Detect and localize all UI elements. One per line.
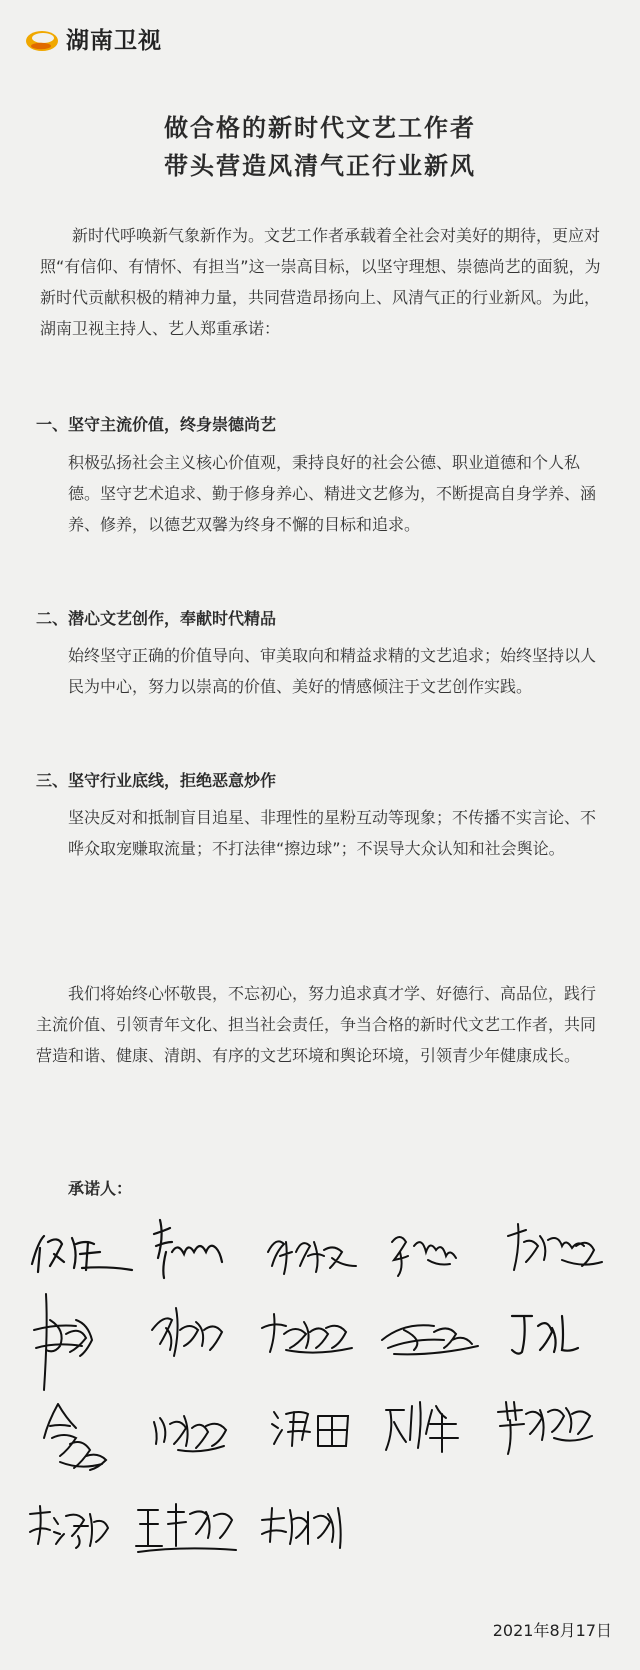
signature-1 bbox=[28, 1222, 138, 1280]
signature-2 bbox=[148, 1212, 238, 1282]
date: 2021年8月17日 bbox=[492, 1621, 612, 1640]
signature-4 bbox=[384, 1222, 474, 1282]
signature-16 bbox=[24, 1500, 114, 1552]
signature-18 bbox=[256, 1498, 356, 1552]
signature-7 bbox=[144, 1300, 234, 1368]
page-title-line-1: 做合格的新时代文艺工作者 bbox=[164, 114, 476, 142]
signature-9 bbox=[374, 1310, 484, 1360]
signature-12 bbox=[148, 1400, 234, 1460]
signature-15 bbox=[492, 1394, 602, 1458]
signature-10 bbox=[506, 1306, 586, 1362]
brand-logo bbox=[24, 22, 162, 55]
signature-6 bbox=[26, 1290, 116, 1394]
signature-11 bbox=[40, 1398, 120, 1474]
signature-8 bbox=[256, 1304, 366, 1360]
closing-paragraph: 我们将始终心怀敬畏，不忘初心，努力追求真才学、好德行、高品位，践行主流价值、引领青年文化、担当社会责任，争当合格的新时代文艺工作者，共同营造和谐、健康、清朗、有序的文艺环境和舆论环境，引领青少年健康成长。 bbox=[36, 984, 597, 1065]
hunan-tv-logo-icon bbox=[24, 24, 60, 54]
signers-label: 承诺人： bbox=[68, 1179, 133, 1198]
signature-14 bbox=[380, 1394, 466, 1456]
section-body-3: 坚决反对和抵制盲目追星、非理性的星粉互动等现象；不传播不实言论、不哗众取宠赚取流量；不打法律“擦边球”；不误导大众认知和社会舆论。 bbox=[68, 808, 597, 858]
section-body-2: 始终坚守正确的价值导向、审美取向和精益求精的文艺追求；始终坚持以人民为中心，努力以崇高的价值、美好的情感倾注于文艺创作实践。 bbox=[68, 646, 597, 696]
section-heading-3: 三、坚守行业底线，拒绝恶意炒作 bbox=[36, 771, 277, 790]
section-body-1: 积极弘扬社会主义核心价值观，秉持良好的社会公德、职业道德和个人私德。坚守艺术追求、勤于修身养心、精进文艺修为，不断提高自身学养、涵养、修养，以德艺双馨为终身不懈的目标和追求。 bbox=[68, 453, 597, 534]
signature-5 bbox=[502, 1216, 612, 1278]
logo-text: 湖南卫视 bbox=[66, 28, 162, 54]
intro-paragraph: 新时代呼唤新气象新作为。文艺工作者承载着全社会对美好的期待，更应对照“有信仰、有情怀、有担当”这一崇高目标，以坚守理想、崇德尚艺的面貌，为新时代贡献积极的精神力量，共同营造昂扬向上、风清气正的行业新风。为此，湖南卫视主持人、艺人郑重承诺： bbox=[40, 226, 601, 338]
signature-13 bbox=[268, 1400, 358, 1460]
signature-3 bbox=[262, 1222, 362, 1282]
section-heading-2: 二、潜心文艺创作，奉献时代精品 bbox=[36, 609, 277, 628]
page-title-line-2: 带头营造风清气正行业新风 bbox=[164, 152, 476, 180]
signature-17 bbox=[132, 1494, 242, 1554]
section-heading-1: 一、坚守主流价值，终身崇德尚艺 bbox=[36, 415, 277, 434]
